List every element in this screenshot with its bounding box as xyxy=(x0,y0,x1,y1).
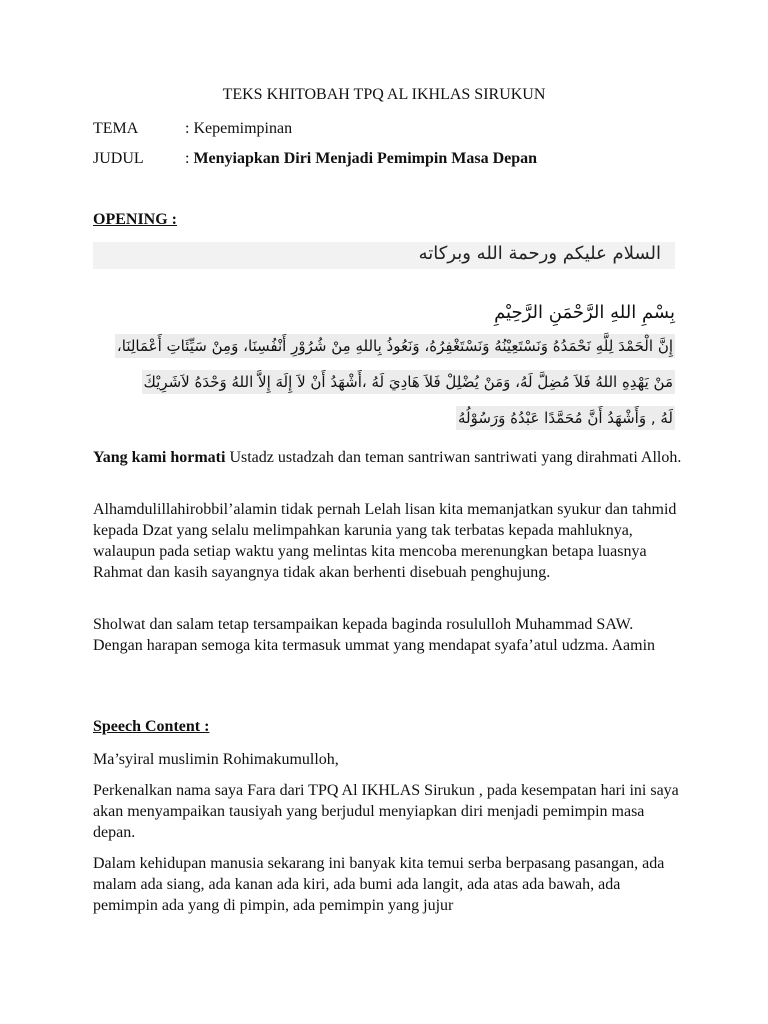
alhamdulillah-paragraph: Alhamdulillahirobbil’alamin tidak pernah Lelah lisan kita memanjatkan syukur dan tahmid kepada Dzat yang selalu melimpahkan karunia yang tak terbatas kepada mahluknya, walaupun pada setiap waktu yang melintas kita mencoba merenungkan betapa luasnya Rahmat dan kasih sayangnya tidak akan berhenti disebuah penghujung. xyxy=(93,501,677,581)
tema-row xyxy=(93,120,292,138)
document-title: TEKS KHITOBAH TPQ AL IKHLAS SIRUKUN xyxy=(222,86,546,103)
tema-value: : Kepemimpinan xyxy=(185,120,293,137)
bismillah-line: بِسْمِ اللهِ الرَّحْمَنِ الرَّحِيْمِ xyxy=(494,302,675,323)
judul-value: Menyiapkan Diri Menjadi Pemimpin Masa Depan xyxy=(193,150,538,167)
perkenalan-paragraph: Perkenalkan nama saya Fara dari TPQ Al IKHLAS Sirukun , pada kesempatan hari ini saya akan menyampaikan tausiyah yang berjudul menyiapkan diri menjadi pemimpin masa depan. xyxy=(93,782,679,841)
masyiral-paragraph: Ma’syiral muslimin Rohimakumulloh, xyxy=(93,751,339,768)
arabic-line-2 xyxy=(93,373,675,391)
salam-text: السلام عليكم ورحمة الله وبركاته xyxy=(418,243,661,264)
arabic-line-3-text: لَهُ , وَأَشْهَدُ أَنَّ مُحَمَّدًا عَبْدُهُ وَرَسُوْلُهُ xyxy=(456,406,675,430)
arabic-line-2-text: مَنْ يَهْدِهِ اللهُ فَلاَ مُضِلَّ لَهُ، وَمَنْ يُضْلِلْ فَلاَ هَادِيَ لَهُ ،أَشْهَدُ أَنْ لاَ إِلَهَ إِلاَّ اللهُ وَحْدَهُ لاَشَرِيْكَ xyxy=(142,370,675,394)
salam-box xyxy=(93,242,675,269)
greeting-bold: Yang kami hormati xyxy=(93,449,226,466)
speech-content-heading: Speech Content : xyxy=(93,718,210,735)
judul-label: JUDUL xyxy=(93,150,144,167)
arabic-line-1-text: إِنَّ الْحَمْدَ لِلَّهِ نَحْمَدُهُ وَنَسْتَعِيْنُهُ وَنَسْتَغْفِرُهُ، وَنَعُوذُ بِاللهِ مِنْ شُرُوْرِ أَنْفُسِنَا، وَمِنْ سَيِّئَاتِ أَعْمَالِنَا، xyxy=(115,334,675,358)
arabic-line-1 xyxy=(93,337,675,355)
greeting-paragraph xyxy=(93,447,683,468)
judul-row xyxy=(93,150,537,168)
judul-colon: : xyxy=(185,150,194,167)
opening-heading: OPENING : xyxy=(93,211,177,228)
arabic-line-3 xyxy=(93,409,675,427)
tema-label: TEMA xyxy=(93,120,139,137)
kehidupan-paragraph: Dalam kehidupan manusia sekarang ini banyak kita temui serba berpasang pasangan, ada malam ada siang, ada kanan ada kiri, ada bumi ada langit, ada atas ada bawah, ada pemimpin ada yang di pimpin, ada pemimpin yang jujur xyxy=(93,855,665,914)
greeting-rest: Ustadz ustadzah dan teman santriwan santriwati yang dirahmati Alloh. xyxy=(225,449,682,466)
sholwat-paragraph: Sholwat dan salam tetap tersampaikan kepada baginda rosululloh Muhammad SAW. Dengan harapan semoga kita termasuk ummat yang mendapat syafa’atul udzma. Aamin xyxy=(93,616,656,654)
